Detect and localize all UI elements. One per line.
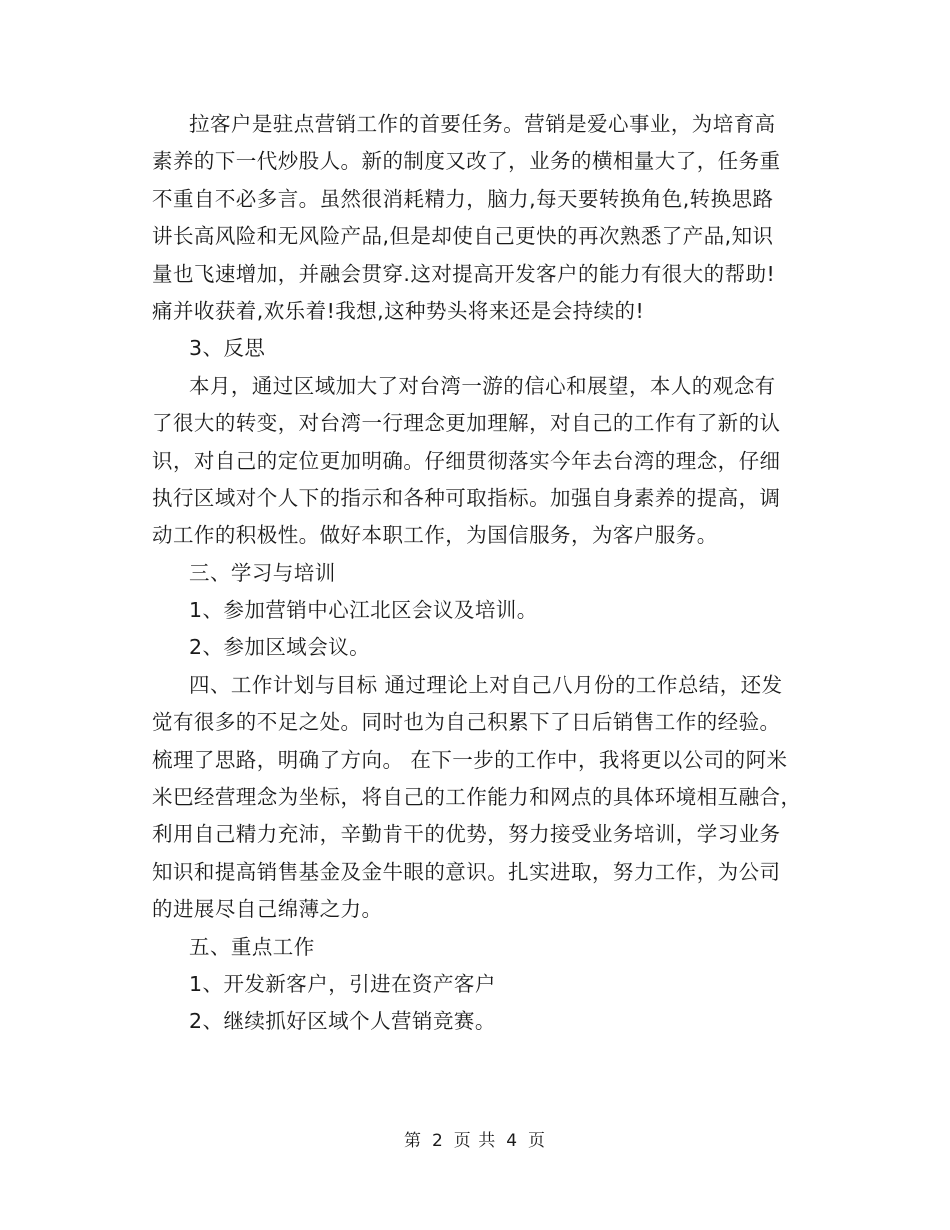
body-line: 梳理了思路，明确了方向。 在下一步的工作中，我将更以公司的阿米 [152,747,788,772]
body-line: 讲长高风险和无风险产品,但是却使自己更快的再次熟悉了产品,知识 [152,224,774,249]
list-item: 1、开发新客户，引进在资产客户 [189,971,496,996]
body-line: 觉有很多的不足之处。同时也为自己积累下了日后销售工作的经验。 [152,710,781,735]
body-line: 了很大的转变，对台湾一行理念更加理解，对自己的工作有了新的认 [152,411,781,436]
body-line: 利用自己精力充沛，辛勤肯干的优势，努力接受业务培训，学习业务 [152,822,781,847]
document-body [152,106,812,1041]
body-line: 知识和提高销售基金及金牛眼的意识。扎实进取，努力工作，为公司 [152,859,781,884]
body-line: 的进展尽自己绵薄之力。 [152,897,383,922]
body-line: 本月，通过区域加大了对台湾一游的信心和展望，本人的观念有 [189,373,776,398]
page-label-prefix: 第 [403,1131,422,1151]
section-heading: 四、工作计划与目标 通过理论上对自己八月份的工作总结，还发 [189,672,783,697]
page-label-mid: 页 共 [453,1131,497,1151]
body-line: 不重自不必多言。虽然很消耗精力，脑力,每天要转换角色,转换思路 [152,186,774,211]
section-heading: 三、学习与培训 [189,560,336,585]
page-footer [0,1126,950,1151]
body-line: 执行区域对个人下的指示和各种可取指标。加强自身素养的提高，调 [152,485,781,510]
body-line: 拉客户是驻点营销工作的首要任务。营销是爱心事业，为培育高 [189,112,776,136]
body-line: 动工作的积极性。做好本职工作，为国信服务，为客户服务。 [152,523,718,548]
body-line: 识，对自己的定位更加明确。仔细贯彻落实今年去台湾的理念，仔细 [152,448,781,473]
total-pages-number: 4 [506,1131,519,1151]
current-page-number: 2 [431,1131,444,1151]
section-heading: 五、重点工作 [189,934,315,959]
list-item: 2、继续抓好区域个人营销竞赛。 [189,1009,496,1034]
section-heading: 3、反思 [189,336,266,361]
body-line: 素养的下一代炒股人。新的制度又改了，业务的横相量大了，任务重 [152,149,781,174]
body-line: 米巴经营理念为坐标，将自己的工作能力和网点的具体环境相互融合， [152,785,802,810]
list-item: 2、参加区域会议。 [189,635,371,660]
list-item: 1、参加营销中心江北区会议及培训。 [189,598,538,623]
body-line: 量也飞速增加，并融会贯穿.这对提高开发客户的能力有很大的帮助! [152,261,776,286]
body-line: 痛并收获着,欢乐着!我想,这种势头将来还是会持续的! [152,298,645,323]
page-label-suffix: 页 [528,1131,547,1151]
